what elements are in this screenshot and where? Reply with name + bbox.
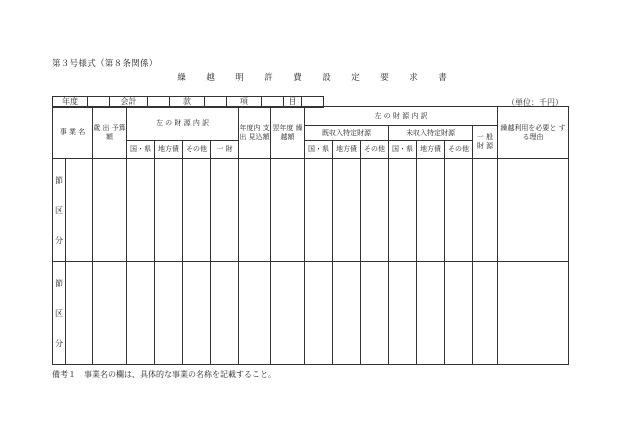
jigyo-cell[interactable] [66, 262, 93, 365]
remarks-note: 備考１ 事業名の欄は、具体的な事業の名称を記載すること。 [52, 370, 276, 379]
unit-label: （単位：千円） [507, 98, 563, 107]
zaigen-breakdown-header-1: 左 の 財 源 内 訳 [127, 107, 239, 141]
sonota-header: その他 [183, 141, 211, 159]
label-char: 区 [55, 308, 63, 318]
form-number: 第３号様式（第８条関係） [52, 59, 158, 69]
kishunyu-kuni-ken-header: 国・県 [305, 141, 333, 159]
mishunyu-sonota-cell[interactable] [445, 262, 473, 365]
table-row [53, 159, 569, 262]
kan-label: 款 [170, 97, 205, 108]
riyu-cell[interactable] [498, 159, 569, 262]
moku-label: 目 [284, 97, 302, 108]
mishunyu-header: 未収入特定財源 [389, 126, 473, 141]
zaigen-breakdown-header-2: 左 の 財 源 内 訳 [305, 107, 498, 126]
ippan-zaigen-cell[interactable] [473, 262, 498, 365]
setsu-kubun-label [53, 262, 66, 365]
label-char: 分 [55, 338, 63, 348]
mishunyu-kuni-ken-header: 国・県 [389, 141, 417, 159]
ippan-cell[interactable] [211, 159, 239, 262]
ippan-header: 一 財 [211, 141, 239, 159]
nendonai-header: 年度内 支出 見込額 [239, 107, 271, 159]
carryover-request-table [52, 106, 569, 365]
saishutsu-header: 歳 出 予算額 [93, 107, 127, 159]
mishunyu-sonota-cell[interactable] [445, 159, 473, 262]
yokunendo-cell[interactable] [271, 262, 305, 365]
label-char: 節 [55, 175, 63, 185]
jigyo-header: 事 業 名 [53, 107, 93, 159]
label-char: 分 [55, 235, 63, 245]
chihosai-cell[interactable] [155, 262, 183, 365]
kuni-ken-cell[interactable] [127, 262, 155, 365]
kishunyu-kuni-ken-cell[interactable] [305, 159, 333, 262]
mishunyu-kuni-ken-cell[interactable] [389, 159, 417, 262]
ippan-zaigen-header: 一 般 財 源 [473, 126, 498, 159]
nendonai-cell[interactable] [239, 262, 271, 365]
sonota-cell[interactable] [183, 159, 211, 262]
table-row [53, 262, 569, 365]
mishunyu-chihosai-cell[interactable] [417, 159, 445, 262]
nendo-label: 年度 [53, 97, 88, 108]
kuni-ken-cell[interactable] [127, 159, 155, 262]
kishunyu-sonota-cell[interactable] [361, 262, 389, 365]
chihosai-cell[interactable] [155, 159, 183, 262]
riyu-cell[interactable] [498, 262, 569, 365]
kishunyu-sonota-header: その他 [361, 141, 389, 159]
kishunyu-chihosai-cell[interactable] [333, 159, 361, 262]
yokunendo-cell[interactable] [271, 159, 305, 262]
saishutsu-cell[interactable] [93, 159, 127, 262]
kuni-ken-header: 国・県 [127, 141, 155, 159]
kishunyu-chihosai-header: 地方債 [333, 141, 361, 159]
jigyo-cell[interactable] [66, 159, 93, 262]
chihosai-header: 地方債 [155, 141, 183, 159]
yokunendo-header: 翌年度 繰越額 [271, 107, 305, 159]
label-char: 区 [55, 205, 63, 215]
riyu-header: 繰越利用を必要と する理由 [498, 107, 569, 159]
sonota-cell[interactable] [183, 262, 211, 365]
kishunyu-sonota-cell[interactable] [361, 159, 389, 262]
setsu-kubun-label [53, 159, 66, 262]
kishunyu-kuni-ken-cell[interactable] [305, 262, 333, 365]
kishunyu-chihosai-cell[interactable] [333, 262, 361, 365]
mishunyu-sonota-header: その他 [445, 141, 473, 159]
form-title: 繰 越 明 許 費 設 定 要 求 書 [177, 73, 453, 83]
kishunyu-header: 既収入特定財源 [305, 126, 389, 141]
nendonai-cell[interactable] [239, 159, 271, 262]
mishunyu-kuni-ken-cell[interactable] [389, 262, 417, 365]
ippan-zaigen-cell[interactable] [473, 159, 498, 262]
saishutsu-cell[interactable] [93, 262, 127, 365]
kaikei-label: 会計 [110, 97, 148, 108]
mishunyu-chihosai-cell[interactable] [417, 262, 445, 365]
mishunyu-chihosai-header: 地方債 [417, 141, 445, 159]
ippan-cell[interactable] [211, 262, 239, 365]
kou-label: 項 [227, 97, 262, 108]
label-char: 節 [55, 278, 63, 288]
